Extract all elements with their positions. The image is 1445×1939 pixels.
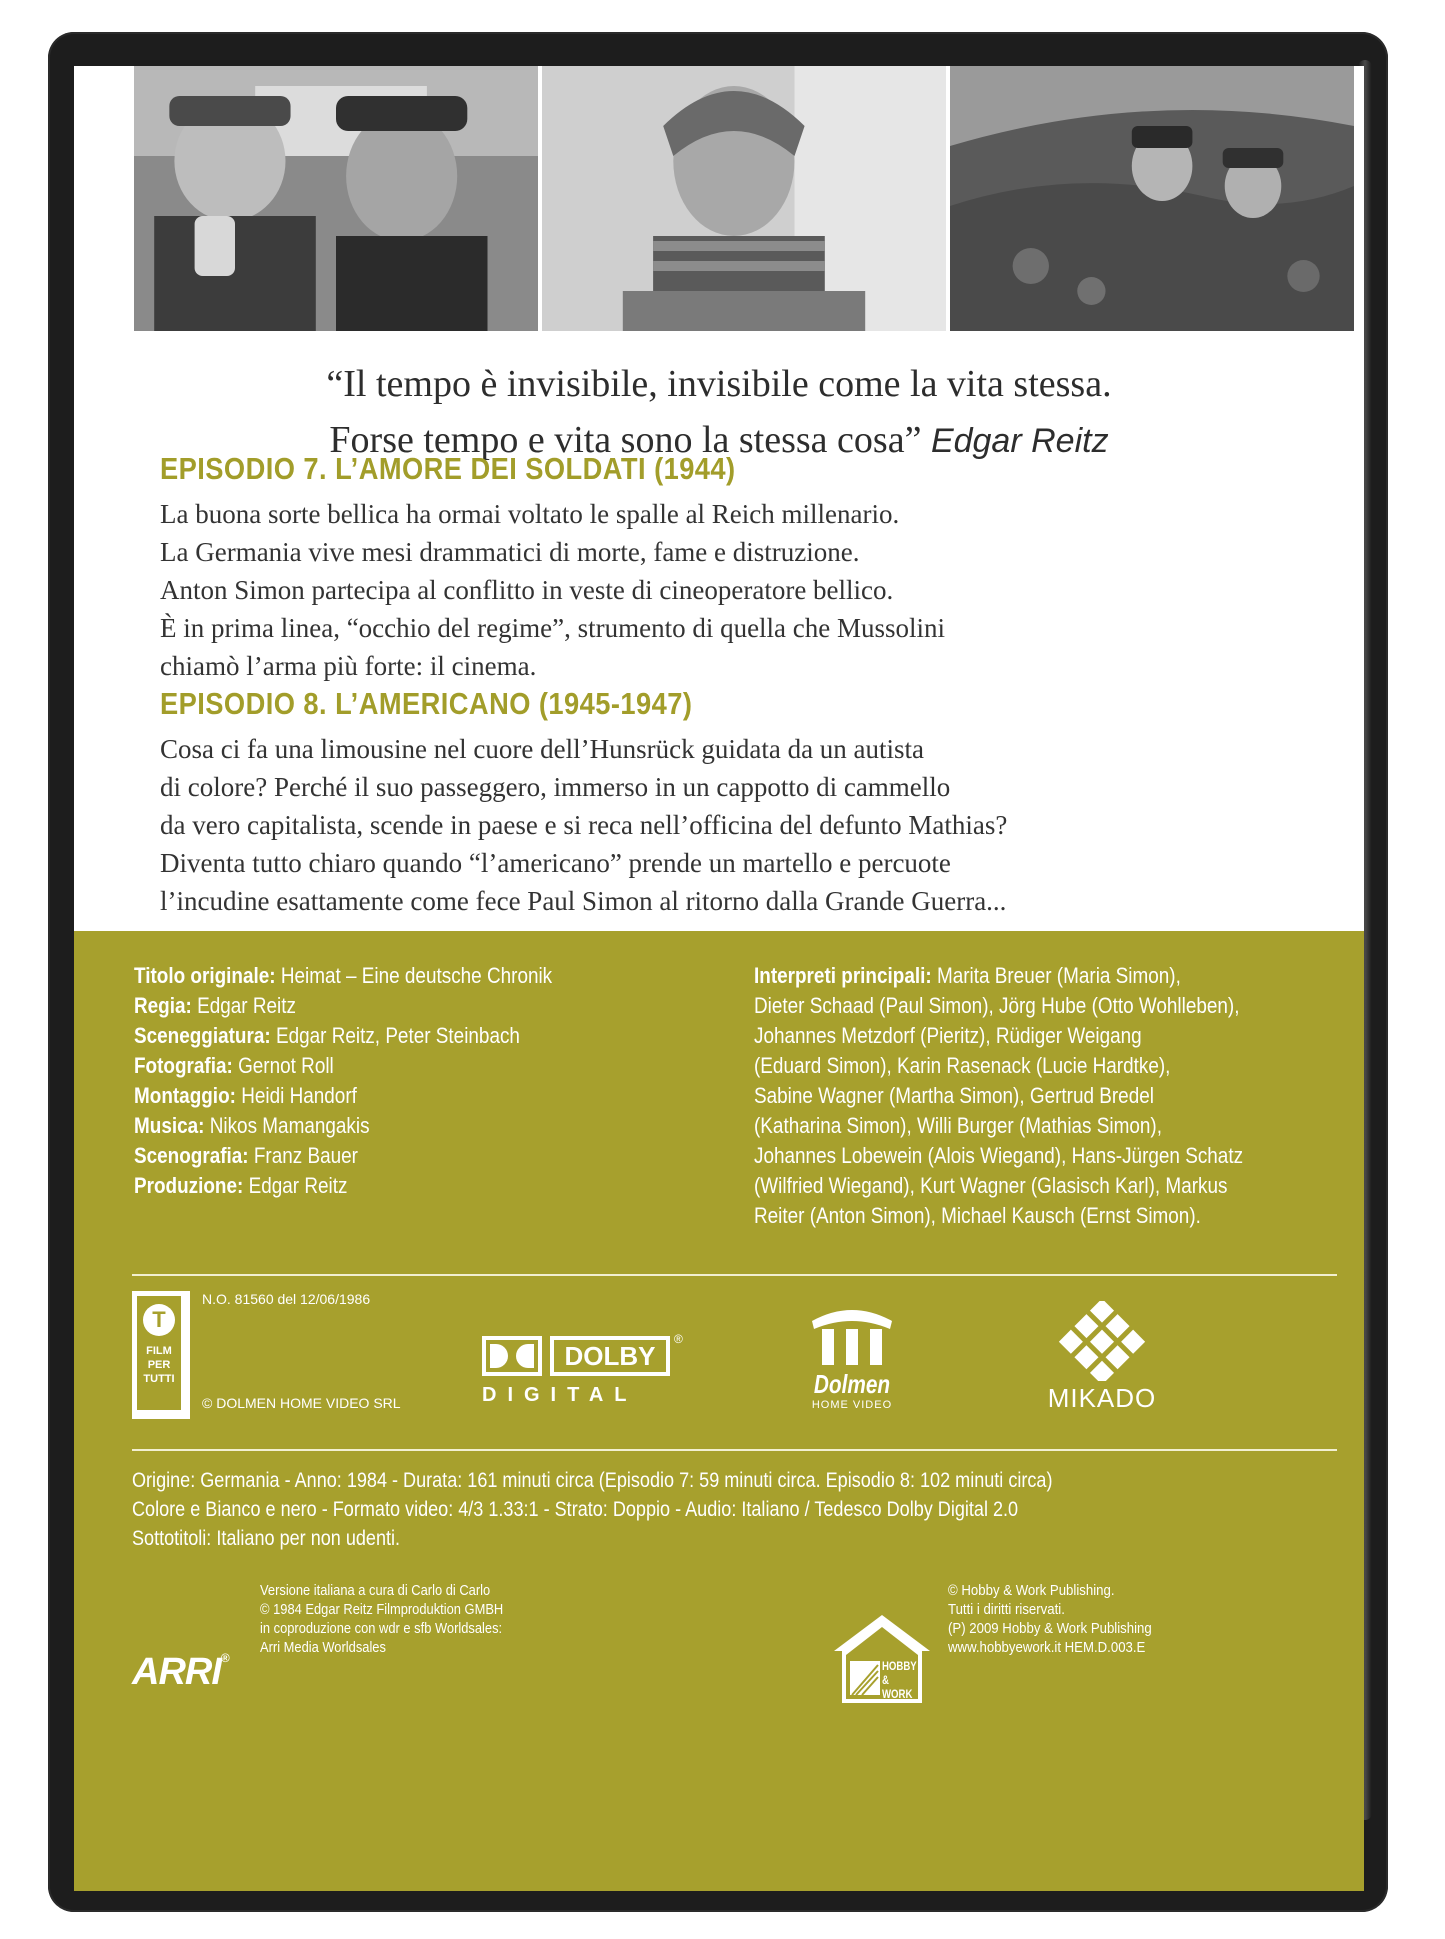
episode-7 <box>160 451 1310 685</box>
version-credits <box>260 1581 543 1657</box>
arri-logo <box>132 1651 229 1694</box>
dolby-digital-text: DIGITAL <box>482 1384 638 1406</box>
version-line: in coproduzione con wdr e sfb Worldsales: <box>260 1620 503 1637</box>
spec-line: Sottotitoli: Italiano per non udenti. <box>132 1527 401 1550</box>
technical-specs <box>132 1466 1342 1553</box>
spec-line: Colore e Bianco e nero - Formato video: 4/3 1.33:1 - Strato: Doppio - Audio: Italiano / Tedesco Dolby Digital 2.0 <box>132 1498 1019 1521</box>
crew-row <box>134 1051 667 1081</box>
crew-value: Edgar Reitz <box>197 993 296 1018</box>
crew-row <box>134 1171 667 1201</box>
synopsis-line: chiamò l’arma più forte: il cinema. <box>160 651 537 681</box>
synopsis-line: Cosa ci fa una limousine nel cuore dell’Hunsrück guidata da un autista <box>160 734 925 764</box>
crew-label: Sceneggiatura: <box>134 1023 271 1048</box>
synopsis-line: La Germania vive mesi drammatici di morte, fame e distruzione. <box>160 537 860 567</box>
photo-car-scene <box>134 66 538 331</box>
quote-line-2-text: Forse tempo e vita sono la stessa cosa” <box>329 419 922 461</box>
cast-first: Marita Breuer (Maria Simon), <box>936 963 1181 988</box>
crew-value: Heidi Handorf <box>241 1083 357 1108</box>
cast-label: Interpreti principali: <box>754 963 932 988</box>
footer-block <box>132 1581 1342 1761</box>
credits-block <box>134 961 1334 1231</box>
crew-value: Edgar Reitz <box>248 1173 348 1198</box>
cast-line: Sabine Wagner (Martha Simon), Gertrud Bredel <box>754 1083 1154 1108</box>
version-line: © 1984 Edgar Reitz Filmproduktion GMBH <box>260 1601 504 1618</box>
cast-line: Johannes Lobewein (Alois Wiegand), Hans-Jürgen Schatz <box>754 1143 1244 1168</box>
back-cover <box>74 66 1364 1891</box>
cast-line: (Katharina Simon), Willi Burger (Mathias Simon), <box>754 1113 1162 1138</box>
hobby-work-logo-text: HOBBY & WORK <box>882 1659 917 1701</box>
crew-row <box>134 991 667 1021</box>
crew-value: Nikos Mamangakis <box>209 1113 370 1138</box>
arri-text: ARRI <box>132 1651 221 1693</box>
publisher-line: © Hobby & Work Publishing. <box>948 1582 1115 1599</box>
crew-value: Edgar Reitz, Peter Steinbach <box>275 1023 520 1048</box>
film-badge-text: FILM PER TUTTI <box>143 1345 175 1385</box>
arri-registered: ® <box>220 1651 229 1665</box>
synopsis-line: l’incudine esattamente come fece Paul Simon al ritorno dalla Grande Guerra... <box>160 886 1007 916</box>
dolmen-stone-icon <box>802 1299 902 1369</box>
quote-line-1: “Il tempo è invisibile, invisibile come la vita stessa. <box>326 363 1112 405</box>
crew-value: Gernot Roll <box>238 1053 334 1078</box>
synopsis-line: Diventa tutto chiaro quando “l’americano” prende un martello e percuote <box>160 848 951 878</box>
crew-list <box>134 961 754 1231</box>
episode-8-title: EPISODIO 8. L’AMERICANO (1945-1947) <box>160 686 693 721</box>
dolmen-sub: HOME VIDEO <box>811 1399 893 1411</box>
dolby-digital-logo <box>482 1332 683 1416</box>
publisher-line: Tutti i diritti riservati. <box>948 1601 1065 1618</box>
publisher-line: www.hobbyework.it HEM.D.003.E <box>948 1639 1146 1656</box>
photo-woman-scarf <box>542 66 946 331</box>
crew-row <box>134 1081 667 1111</box>
crew-label: Fotografia: <box>134 1053 233 1078</box>
mikado-logo <box>1042 1301 1162 1421</box>
cast-line <box>754 961 1253 991</box>
dolmen-copyright: © DOLMEN HOME VIDEO SRL <box>202 1395 401 1411</box>
cast-line: (Wilfried Wiegand), Kurt Wagner (Glasisch Karl), Markus <box>754 1173 1228 1198</box>
crew-label: Regia: <box>134 993 192 1018</box>
crew-value: Franz Bauer <box>253 1143 358 1168</box>
mikado-diamond-icon <box>1042 1301 1162 1381</box>
crew-row <box>134 1141 667 1171</box>
quote-author: Edgar Reitz <box>930 422 1109 460</box>
credits-panel <box>74 931 1364 1891</box>
dolmen-name: Dolmen <box>813 1369 891 1399</box>
version-line: Arri Media Worldsales <box>260 1639 386 1656</box>
version-line: Versione italiana a cura di Carlo di Carlo <box>260 1582 491 1599</box>
divider <box>132 1449 1337 1451</box>
photo-strip <box>134 66 1354 331</box>
divider <box>132 1274 1337 1276</box>
episode-7-title: EPISODIO 7. L’AMORE DEI SOLDATI (1944) <box>160 451 736 486</box>
hobby-work-logo <box>832 1611 932 1707</box>
crew-row <box>134 1111 667 1141</box>
crew-label: Montaggio: <box>134 1083 236 1108</box>
cast-line: Johannes Metzdorf (Pieritz), Rüdiger Weigang <box>754 1023 1142 1048</box>
episode-8 <box>160 686 1310 920</box>
crew-row <box>134 1021 667 1051</box>
crew-label: Titolo originale: <box>134 963 276 988</box>
synopsis-line: di colore? Perché il suo passeggero, immerso in un cappotto di cammello <box>160 772 951 802</box>
dolby-double-d-icon <box>482 1336 542 1376</box>
publisher-info <box>948 1581 1180 1657</box>
crew-label: Produzione: <box>134 1173 244 1198</box>
episode-8-synopsis <box>160 730 1310 920</box>
dolby-word: DOLBY <box>550 1336 670 1376</box>
dolby-registered: ® <box>674 1332 683 1346</box>
logo-row <box>132 1291 1337 1431</box>
photo-soldiers-tank <box>950 66 1354 331</box>
spec-line: Origine: Germania - Anno: 1984 - Durata: 161 minuti circa (Episodio 7: 59 minuti circa. Episodio 8: 102 minuti circa) <box>132 1469 1053 1492</box>
synopsis-line: È in prima linea, “occhio del regime”, strumento di quella che Mussolini <box>160 613 946 643</box>
crew-label: Scenografia: <box>134 1143 249 1168</box>
crew-label: Musica: <box>134 1113 205 1138</box>
synopsis-line: da vero capitalista, scende in paese e si reca nell’officina del defunto Mathias? <box>160 810 1008 840</box>
crew-value: Heimat – Eine deutsche Chronik <box>280 963 553 988</box>
cast-line: Reiter (Anton Simon), Michael Kausch (Ernst Simon). <box>754 1203 1201 1228</box>
dolmen-logo <box>802 1299 902 1419</box>
episode-7-synopsis <box>160 495 1310 685</box>
crew-row <box>134 961 667 991</box>
synopsis-line: Anton Simon partecipa al conflitto in veste di cineoperatore bellico. <box>160 575 894 605</box>
cast-line: (Eduard Simon), Karin Rasenack (Lucie Hardtke), <box>754 1053 1171 1078</box>
publisher-line: (P) 2009 Hobby & Work Publishing <box>948 1620 1152 1637</box>
film-badge-letter: T <box>143 1304 175 1336</box>
mikado-name: MIKADO <box>1047 1383 1157 1413</box>
film-per-tutti-badge <box>132 1291 190 1419</box>
synopsis-line: La buona sorte bellica ha ormai voltato le spalle al Reich millenario. <box>160 499 900 529</box>
cast-line: Dieter Schaad (Paul Simon), Jörg Hube (Otto Wohlleben), <box>754 993 1240 1018</box>
cast-list <box>754 961 1334 1231</box>
nulla-osta: N.O. 81560 del 12/06/1986 <box>202 1291 371 1307</box>
